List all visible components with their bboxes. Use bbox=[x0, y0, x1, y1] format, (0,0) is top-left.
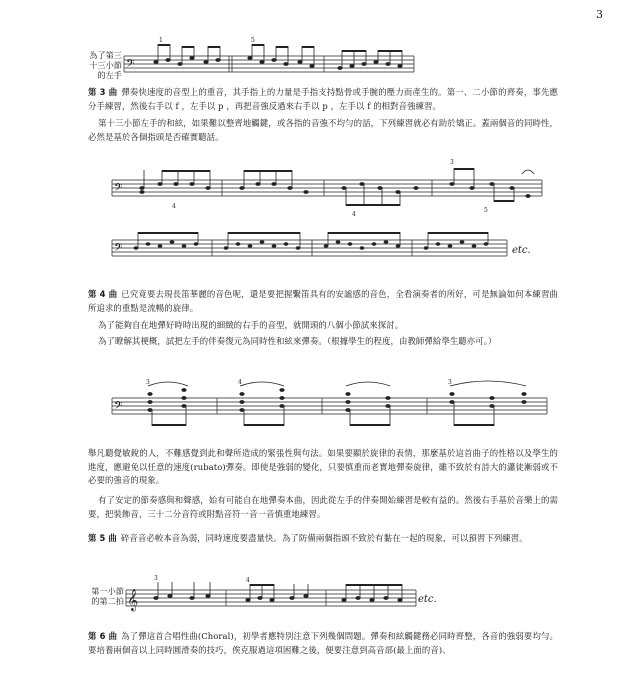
example-4-etc: etc. bbox=[418, 594, 437, 605]
paragraph-etude-3-b: 第十三小節左手的和絃，如果難以整齊地觸鍵，或各指的音強不均勻的話，下列練習就必有助於矯正。蓋兩個音的同時性，必然是基於各個指頭是否確實聽話。 bbox=[88, 118, 558, 142]
page-number: 3 bbox=[596, 8, 603, 21]
svg-text:𝄢: 𝄢 bbox=[114, 182, 123, 197]
etude-5-heading: 第 5 曲 bbox=[88, 533, 117, 543]
svg-text:3: 3 bbox=[450, 159, 454, 166]
paragraph-etude-5 bbox=[88, 532, 558, 546]
paragraph-etude-3 bbox=[88, 86, 558, 113]
music-example-4 bbox=[126, 576, 426, 622]
example-2-etc: etc. bbox=[512, 245, 531, 256]
etude-3-text: 彈奏快速度的音型上的重音，其手指上的力量是手指支持點骨或手腕的壓力而產生的。第一、二小節的齊奏，事先應分手練習，然後右手以 f ，左手以 p ，再把音強反過來右手以 p ，左手以 f 的相對音強練習。 bbox=[88, 87, 558, 111]
etude-4-text: 已究竟要去現長笛華麗的音色呢，還是要把握繫笛具有的安謐感的音色，全看演奏者的所好，可是無論如何本練習曲所追求的重點是流暢的旋律。 bbox=[88, 289, 558, 313]
svg-text:𝄢: 𝄢 bbox=[126, 58, 135, 73]
etude-6-heading: 第 6 曲 bbox=[88, 631, 118, 641]
svg-text:4: 4 bbox=[352, 211, 356, 218]
paragraph-etude-4-b: 為了能夠自在地彈好時時出現的細緻的右手的音型，就開頭的八個小節試來探討。 bbox=[98, 320, 404, 330]
svg-text:1: 1 bbox=[159, 37, 163, 44]
example-1-label bbox=[80, 50, 122, 80]
svg-text:3: 3 bbox=[448, 379, 452, 386]
svg-text:4: 4 bbox=[172, 203, 176, 210]
example-5-label-line: 的第二拍 bbox=[91, 596, 124, 606]
paragraph-etude-4-c: 為了瞭解其梗概，試把左手的伴奏復元為同時性和絃來彈奏。（根據學生的程度，由教師彈給學生聽亦可。） bbox=[98, 336, 497, 346]
music-example-2 bbox=[112, 158, 552, 288]
example-5-label bbox=[82, 586, 124, 606]
svg-text:3: 3 bbox=[154, 575, 158, 582]
svg-text:𝄢: 𝄢 bbox=[114, 400, 123, 415]
svg-text:3: 3 bbox=[146, 379, 150, 386]
etude-4-heading: 第 4 曲 bbox=[88, 289, 118, 299]
paragraph-etude-4-d: 舉凡聽覺敏銳的人，不難感覺到此和聲所造成的緊張性與句法。如果要顯於旋律的表情，那麼基於這首曲子的性格以及學生的進度，應避免以任意的速度(rubato)彈奏。即使是強弱的變化，只要慎重而老實地彈奏旋律，雖不致於有詩大的瀟徒漸弱或不必要的強音的現象。 bbox=[88, 448, 558, 485]
example-1-label-line: 的左手 bbox=[97, 70, 122, 80]
paragraph-etude-4-e: 有了安定的節奏感與和聲感，始有可能自在地彈奏本曲，因此從左手的伴奏開始練習是較有益的。然後右手基於音樂上的需要，把裝飾音，三十二分音符或附點音符一音一音慎重地練習。 bbox=[88, 495, 558, 519]
svg-text:𝄢: 𝄢 bbox=[114, 242, 123, 257]
paragraph-etude-4 bbox=[88, 288, 558, 315]
etude-5-text: 碎音音必較本音為弱，同時速度要盡量快。為了防備兩個指頭不致於有黏在一起的現象，可以預習下列練習。 bbox=[120, 533, 528, 543]
svg-text:4: 4 bbox=[238, 379, 242, 386]
example-1-label-line: 為了第三 bbox=[89, 50, 122, 60]
paragraph-etude-6 bbox=[88, 630, 558, 657]
etude-3-heading: 第 3 曲 bbox=[88, 87, 118, 97]
svg-text:5: 5 bbox=[484, 207, 488, 214]
music-example-3 bbox=[112, 378, 552, 444]
etude-6-text: 為了彈這首合唱性曲(Choral)，初學者應特別注意下列幾個問題。彈奏和絃觸鍵務必同時齊整，各音的強弱要均勻。要培養兩個音以上同時圓滑奏的技巧，俟克服過這項困難之後，便要注意到高音部(最上面的音)、 bbox=[88, 631, 558, 655]
svg-text:𝄞: 𝄞 bbox=[127, 589, 139, 611]
example-1-label-line: 十三小節 bbox=[89, 60, 122, 70]
svg-text:4: 4 bbox=[246, 577, 250, 584]
music-example-1 bbox=[124, 38, 424, 84]
svg-text:5: 5 bbox=[251, 37, 255, 44]
example-5-label-line: 第一小節 bbox=[91, 586, 124, 596]
